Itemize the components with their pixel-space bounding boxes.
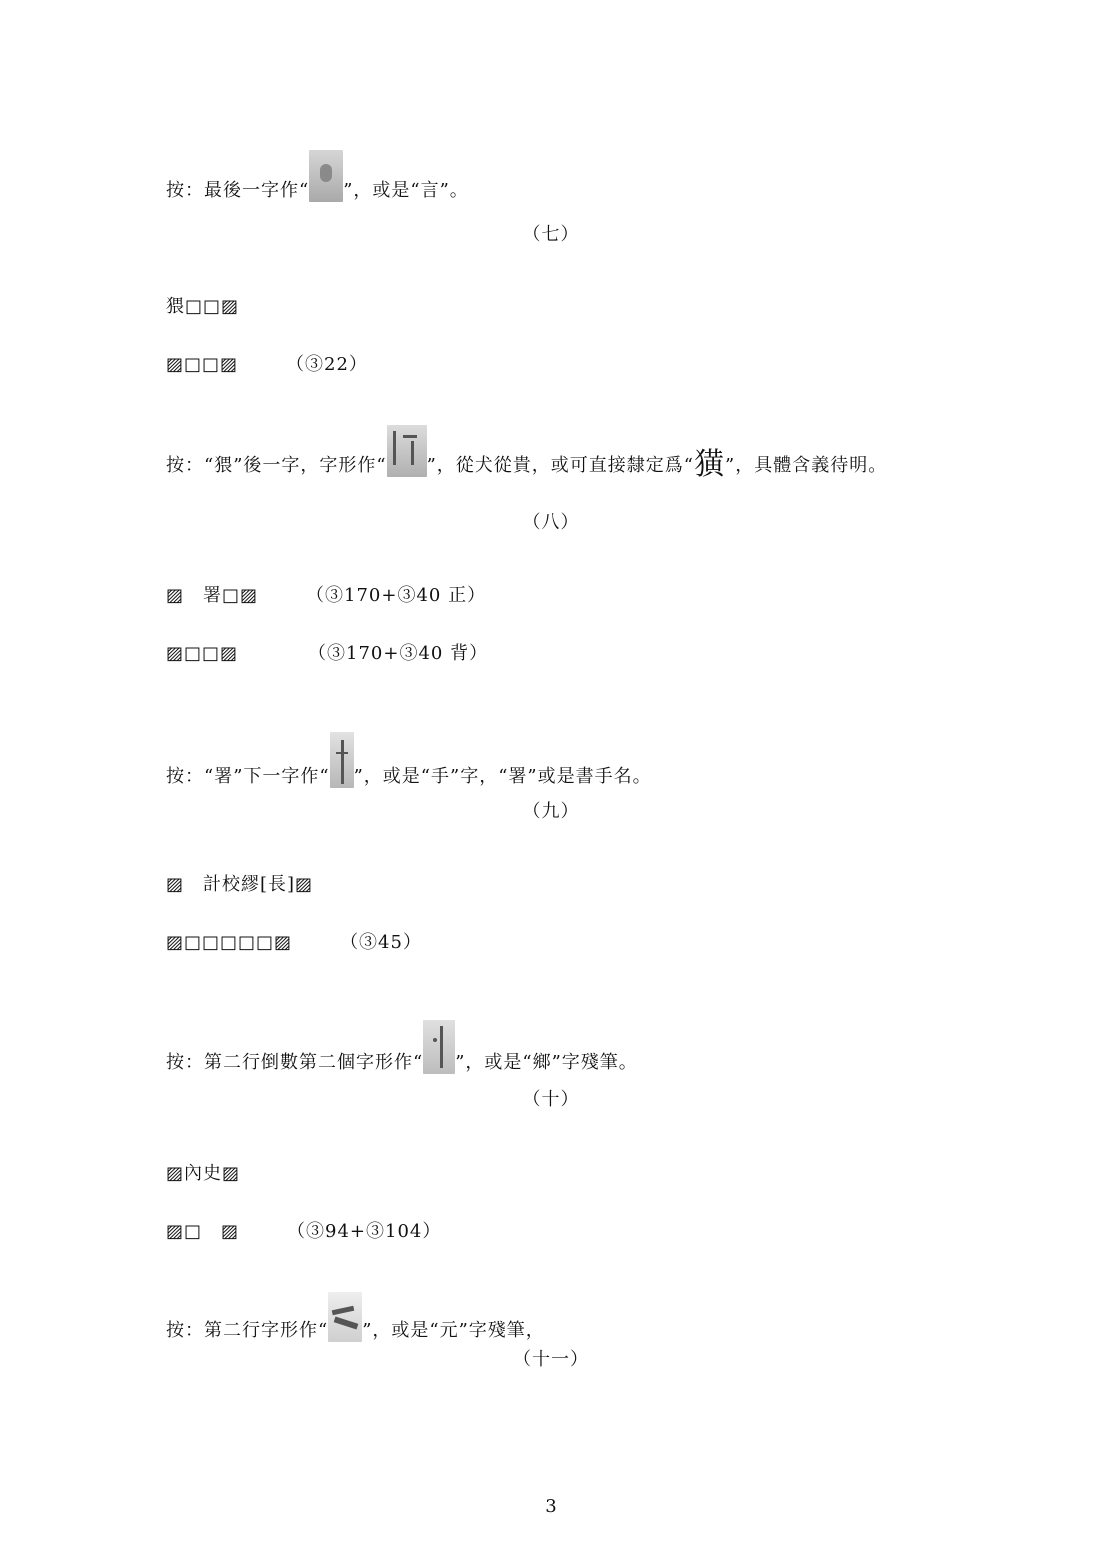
slip-reference: （③94+③104） xyxy=(287,1221,442,1242)
note-line xyxy=(166,1020,638,1075)
note-text: ”，或是“元”字殘筆， xyxy=(362,1320,545,1341)
transcription-line: 猥□□▨ xyxy=(166,296,240,317)
transcription-text: ▨□□▨ xyxy=(166,354,239,375)
note-text: 按：第二行字形作“ xyxy=(166,1320,329,1341)
transcription-text: ▨□ ▨ xyxy=(166,1221,240,1242)
transcription-line: ▨內史▨ xyxy=(166,1163,241,1184)
transcription-text: ▨□□□□□▨ xyxy=(166,932,293,953)
transcription-line xyxy=(166,1220,441,1244)
note-text: 按：“署”下一字作“ xyxy=(166,766,330,787)
transcription-text: ▨□□▨ xyxy=(166,643,239,664)
transcription-line xyxy=(166,642,488,666)
page-number: 3 xyxy=(545,1496,557,1517)
note-text: 按：最後一字作“ xyxy=(166,180,310,201)
transcription-line xyxy=(166,353,368,377)
section-heading: （七） xyxy=(522,224,580,245)
transcription-line: ▨ 計校繆[長]▨ xyxy=(166,874,314,895)
transcription-text: ▨ 署□▨ xyxy=(166,585,259,606)
section-heading: （十一） xyxy=(513,1349,589,1370)
traced-character: 獚 xyxy=(694,447,726,482)
note-text: 按：“猥”後一字，字形作“ xyxy=(166,455,387,476)
note-text: ”，具體含義待明。 xyxy=(725,455,888,476)
note-paragraph xyxy=(166,425,942,481)
slip-reference: （③170+③40 背） xyxy=(308,643,489,664)
character-fragment-image xyxy=(423,1020,455,1074)
character-fragment-image xyxy=(387,425,427,477)
slip-reference: （③45） xyxy=(340,932,422,953)
note-text: ”，或是“言”。 xyxy=(343,180,469,201)
transcription-line xyxy=(166,584,486,608)
note-text: 按：第二行倒數第二個字形作“ xyxy=(166,1052,424,1073)
character-fragment-image xyxy=(330,732,354,788)
note-text: ”，或是“鄉”字殘筆。 xyxy=(455,1052,638,1073)
character-fragment-image xyxy=(328,1292,362,1342)
note-text: ”，或是“手”字，“署”或是書手名。 xyxy=(353,766,652,787)
note-line-top xyxy=(166,150,469,203)
character-fragment-image xyxy=(309,150,343,202)
slip-reference: （③170+③40 正） xyxy=(306,585,487,606)
section-heading: （八） xyxy=(522,512,580,533)
section-heading: （十） xyxy=(522,1089,580,1110)
note-text: ”，從犬從貴，或可直接隸定爲“ xyxy=(426,455,695,476)
slip-reference: （③22） xyxy=(286,354,368,375)
section-heading: （九） xyxy=(522,801,580,822)
note-line xyxy=(166,732,652,789)
transcription-line xyxy=(166,931,422,955)
note-line xyxy=(166,1292,545,1343)
